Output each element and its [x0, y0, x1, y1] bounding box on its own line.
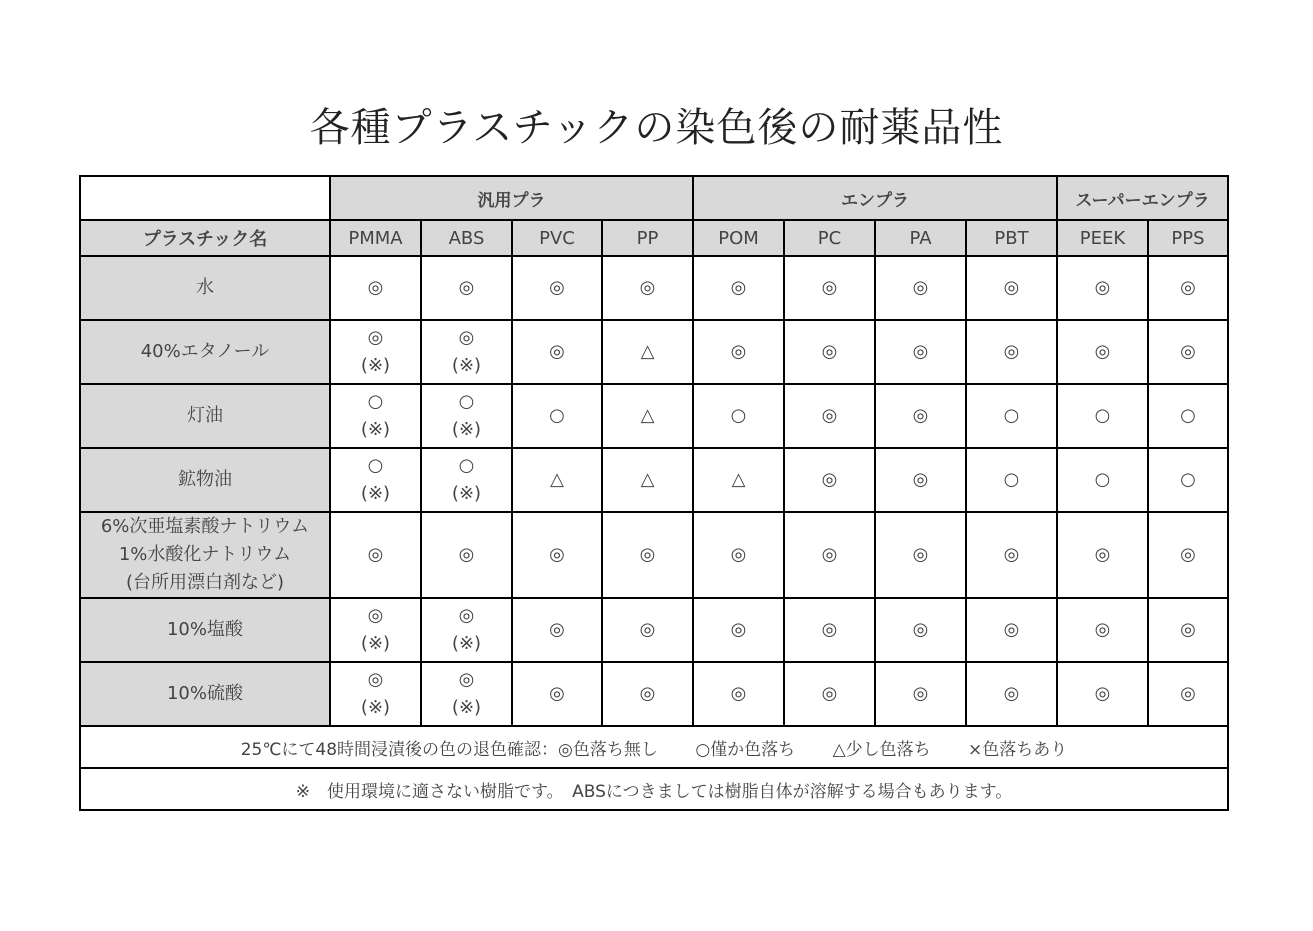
- rating-symbol: ◎: [458, 277, 475, 298]
- row-name-line: (台所用漂白剤など): [125, 572, 285, 593]
- column-header-pvc: PVC: [512, 220, 602, 256]
- rating-symbol: ◎: [367, 327, 384, 348]
- rating-symbol: ◎: [730, 544, 747, 565]
- column-header-peek: PEEK: [1057, 220, 1148, 256]
- rating-symbol: ◎: [1180, 277, 1196, 298]
- rating-symbol: ○: [549, 405, 565, 426]
- rating-cell-pbt: [966, 598, 1057, 662]
- rating-cell-pvc: [512, 512, 602, 598]
- rating-symbol: ◎: [1180, 341, 1196, 362]
- rating-symbol: ◎: [1003, 341, 1020, 362]
- plastic-name-header: プラスチック名: [80, 220, 330, 256]
- rating-symbol: ◎: [549, 619, 565, 640]
- rating-symbol: ◎: [821, 683, 838, 704]
- legend-some-fade: △少し色落ち: [832, 739, 931, 760]
- rating-symbol: ○: [1180, 405, 1196, 426]
- caution-mark: (※): [360, 697, 391, 718]
- rating-symbol: ◎: [458, 327, 475, 348]
- caution-mark: (※): [451, 419, 482, 440]
- rating-cell-pbt: [966, 662, 1057, 726]
- rating-cell-pa: [875, 598, 966, 662]
- rating-cell-pps: [1148, 598, 1228, 662]
- column-header-abs: ABS: [421, 220, 512, 256]
- column-header-pmma: PMMA: [330, 220, 421, 256]
- rating-symbol: ○: [458, 391, 475, 412]
- row-name-line: 10%塩酸: [166, 619, 243, 640]
- legend-slight-fade: ○僅か色落ち: [695, 739, 796, 760]
- rating-symbol: ◎: [458, 669, 475, 690]
- rating-cell-pc: [784, 256, 875, 320]
- table-row: [80, 662, 1228, 726]
- column-header-pa: PA: [875, 220, 966, 256]
- rating-cell-pps: [1148, 256, 1228, 320]
- caution-mark: (※): [360, 355, 391, 376]
- rating-symbol: △: [640, 405, 655, 426]
- rating-symbol: ○: [458, 455, 475, 476]
- rating-cell-pom: [693, 384, 784, 448]
- rating-symbol: ◎: [1094, 277, 1111, 298]
- rating-symbol: ◎: [367, 605, 384, 626]
- row-name-line: 1%水酸化ナトリウム: [118, 544, 292, 565]
- row-name-cell: [80, 448, 330, 512]
- rating-cell-pvc: [512, 662, 602, 726]
- rating-symbol: ◎: [367, 277, 384, 298]
- rating-cell-abs: [421, 256, 512, 320]
- rating-cell-pvc: [512, 448, 602, 512]
- legend-cell: [80, 726, 1228, 768]
- rating-cell-abs: [421, 448, 512, 512]
- rating-symbol: ◎: [1180, 544, 1196, 565]
- rating-symbol: ◎: [912, 619, 929, 640]
- rating-cell-pbt: [966, 512, 1057, 598]
- rating-symbol: ◎: [821, 544, 838, 565]
- legend-faded: ×色落ちあり: [968, 739, 1068, 760]
- note-row: [80, 768, 1228, 810]
- rating-cell-pa: [875, 512, 966, 598]
- rating-cell-pbt: [966, 384, 1057, 448]
- rating-cell-pps: [1148, 384, 1228, 448]
- rating-cell-peek: [1057, 598, 1148, 662]
- rating-cell-pvc: [512, 598, 602, 662]
- caution-mark: (※): [360, 483, 391, 504]
- legend-intro: 25℃にて48時間浸漬後の色の退色確認：◎色落ち無し: [240, 739, 658, 760]
- rating-symbol: ◎: [639, 619, 656, 640]
- rating-cell-pmma: [330, 512, 421, 598]
- rating-symbol: ◎: [730, 619, 747, 640]
- rating-cell-abs: [421, 320, 512, 384]
- row-name-line: 鉱物油: [178, 469, 232, 490]
- rating-cell-pmma: [330, 662, 421, 726]
- rating-cell-pp: [602, 320, 693, 384]
- group-header-row: [80, 176, 1228, 220]
- column-header-pbt: PBT: [966, 220, 1057, 256]
- rating-symbol: ◎: [821, 277, 838, 298]
- row-name-line: 6%次亜塩素酸ナトリウム: [100, 516, 310, 537]
- rating-symbol: ◎: [821, 619, 838, 640]
- caution-mark: (※): [360, 419, 391, 440]
- rating-cell-pbt: [966, 320, 1057, 384]
- column-header-pom: POM: [693, 220, 784, 256]
- rating-cell-pbt: [966, 448, 1057, 512]
- rating-symbol: ○: [367, 391, 384, 412]
- rating-cell-pc: [784, 384, 875, 448]
- rating-cell-pps: [1148, 448, 1228, 512]
- rating-cell-pmma: [330, 256, 421, 320]
- rating-cell-pps: [1148, 512, 1228, 598]
- rating-symbol: △: [550, 469, 564, 490]
- rating-cell-pc: [784, 320, 875, 384]
- note-cell: ※ 使用環境に適さない樹脂です。 ABSにつきましては樹脂自体が溶解する場合もあります。: [80, 768, 1228, 810]
- caution-mark: (※): [451, 355, 482, 376]
- rating-symbol: ○: [1003, 469, 1020, 490]
- rating-cell-pmma: [330, 320, 421, 384]
- rating-symbol: △: [731, 469, 746, 490]
- row-name-line: 水: [196, 277, 214, 298]
- table-row: [80, 384, 1228, 448]
- group-super-engineering-plastics: スーパーエンプラ: [1057, 176, 1228, 220]
- column-header-pc: PC: [784, 220, 875, 256]
- rating-cell-pc: [784, 512, 875, 598]
- rating-symbol: ◎: [1094, 619, 1111, 640]
- group-engineering-plastics: エンプラ: [693, 176, 1057, 220]
- rating-symbol: ◎: [639, 544, 656, 565]
- rating-symbol: ◎: [458, 605, 475, 626]
- rating-cell-pmma: [330, 384, 421, 448]
- rating-cell-pa: [875, 662, 966, 726]
- table-row: [80, 598, 1228, 662]
- rating-cell-abs: [421, 598, 512, 662]
- rating-symbol: ◎: [1003, 619, 1020, 640]
- rating-symbol: ○: [730, 405, 747, 426]
- rating-cell-pps: [1148, 662, 1228, 726]
- table-row: [80, 256, 1228, 320]
- rating-symbol: ◎: [912, 683, 929, 704]
- rating-cell-pc: [784, 598, 875, 662]
- rating-cell-pa: [875, 320, 966, 384]
- page-title: 各種プラスチックの染色後の耐薬品性: [309, 105, 1004, 151]
- rating-cell-pa: [875, 384, 966, 448]
- rating-symbol: ◎: [912, 405, 929, 426]
- rating-symbol: ○: [1180, 469, 1196, 490]
- rating-cell-peek: [1057, 448, 1148, 512]
- row-name-line: 灯油: [187, 405, 223, 426]
- rating-cell-pa: [875, 448, 966, 512]
- rating-cell-pom: [693, 448, 784, 512]
- rating-symbol: ◎: [1180, 619, 1196, 640]
- rating-symbol: ◎: [549, 341, 565, 362]
- rating-symbol: ◎: [367, 669, 384, 690]
- rating-cell-pmma: [330, 598, 421, 662]
- rating-symbol: ◎: [912, 277, 929, 298]
- rating-cell-pp: [602, 512, 693, 598]
- row-name-line: 10%硫酸: [166, 683, 243, 704]
- rating-cell-pom: [693, 320, 784, 384]
- rating-symbol: ◎: [730, 341, 747, 362]
- rating-cell-pp: [602, 448, 693, 512]
- table-row: [80, 448, 1228, 512]
- row-name-cell: [80, 256, 330, 320]
- column-header-row: [80, 220, 1228, 256]
- rating-symbol: ◎: [639, 683, 656, 704]
- rating-cell-pom: [693, 256, 784, 320]
- rating-symbol: ◎: [730, 277, 747, 298]
- rating-symbol: ◎: [821, 341, 838, 362]
- rating-cell-abs: [421, 512, 512, 598]
- rating-symbol: ◎: [1003, 683, 1020, 704]
- rating-cell-pp: [602, 662, 693, 726]
- chemical-resistance-table: [79, 175, 1229, 811]
- rating-symbol: ◎: [912, 341, 929, 362]
- rating-symbol: ◎: [639, 277, 656, 298]
- rating-cell-pc: [784, 662, 875, 726]
- caution-mark: (※): [451, 633, 482, 654]
- caution-mark: (※): [451, 697, 482, 718]
- rating-cell-pom: [693, 662, 784, 726]
- group-general-plastics: 汎用プラ: [330, 176, 693, 220]
- rating-cell-peek: [1057, 512, 1148, 598]
- rating-cell-pa: [875, 256, 966, 320]
- rating-cell-pp: [602, 598, 693, 662]
- corner-cell: [80, 176, 330, 220]
- rating-cell-pp: [602, 256, 693, 320]
- rating-symbol: ◎: [1094, 544, 1111, 565]
- rating-symbol: ○: [367, 455, 384, 476]
- rating-symbol: ◎: [549, 544, 565, 565]
- rating-symbol: ◎: [549, 683, 565, 704]
- rating-symbol: ◎: [1180, 683, 1196, 704]
- rating-cell-pc: [784, 448, 875, 512]
- rating-symbol: ◎: [458, 544, 475, 565]
- rating-symbol: ◎: [549, 277, 565, 298]
- rating-cell-abs: [421, 384, 512, 448]
- row-name-cell: [80, 662, 330, 726]
- rating-symbol: ◎: [821, 405, 838, 426]
- rating-cell-pbt: [966, 256, 1057, 320]
- rating-cell-peek: [1057, 384, 1148, 448]
- rating-cell-pvc: [512, 384, 602, 448]
- column-header-pps: PPS: [1148, 220, 1228, 256]
- rating-cell-peek: [1057, 662, 1148, 726]
- rating-cell-pvc: [512, 256, 602, 320]
- table-row: [80, 320, 1228, 384]
- rating-cell-abs: [421, 662, 512, 726]
- rating-cell-peek: [1057, 320, 1148, 384]
- rating-cell-pom: [693, 598, 784, 662]
- rating-cell-pmma: [330, 448, 421, 512]
- rating-cell-peek: [1057, 256, 1148, 320]
- rating-symbol: ◎: [1003, 544, 1020, 565]
- rating-symbol: ◎: [912, 544, 929, 565]
- rating-symbol: ◎: [730, 683, 747, 704]
- rating-cell-pvc: [512, 320, 602, 384]
- rating-cell-pom: [693, 512, 784, 598]
- rating-symbol: ◎: [1094, 683, 1111, 704]
- row-name-cell: [80, 512, 330, 598]
- rating-symbol: ◎: [821, 469, 838, 490]
- rating-symbol: ○: [1094, 405, 1111, 426]
- rating-symbol: ◎: [1003, 277, 1020, 298]
- rating-symbol: △: [640, 341, 655, 362]
- caution-mark: (※): [451, 483, 482, 504]
- caution-mark: (※): [360, 633, 391, 654]
- row-name-cell: [80, 598, 330, 662]
- rating-symbol: ◎: [367, 544, 384, 565]
- rating-symbol: ○: [1094, 469, 1111, 490]
- rating-cell-pp: [602, 384, 693, 448]
- row-name-cell: [80, 320, 330, 384]
- table-row: [80, 512, 1228, 598]
- rating-cell-pps: [1148, 320, 1228, 384]
- row-name-cell: [80, 384, 330, 448]
- legend-row: [80, 726, 1228, 768]
- column-header-pp: PP: [602, 220, 693, 256]
- rating-symbol: ◎: [912, 469, 929, 490]
- rating-symbol: ◎: [1094, 341, 1111, 362]
- rating-symbol: △: [640, 469, 655, 490]
- row-name-line: 40%エタノール: [140, 341, 270, 362]
- rating-symbol: ○: [1003, 405, 1020, 426]
